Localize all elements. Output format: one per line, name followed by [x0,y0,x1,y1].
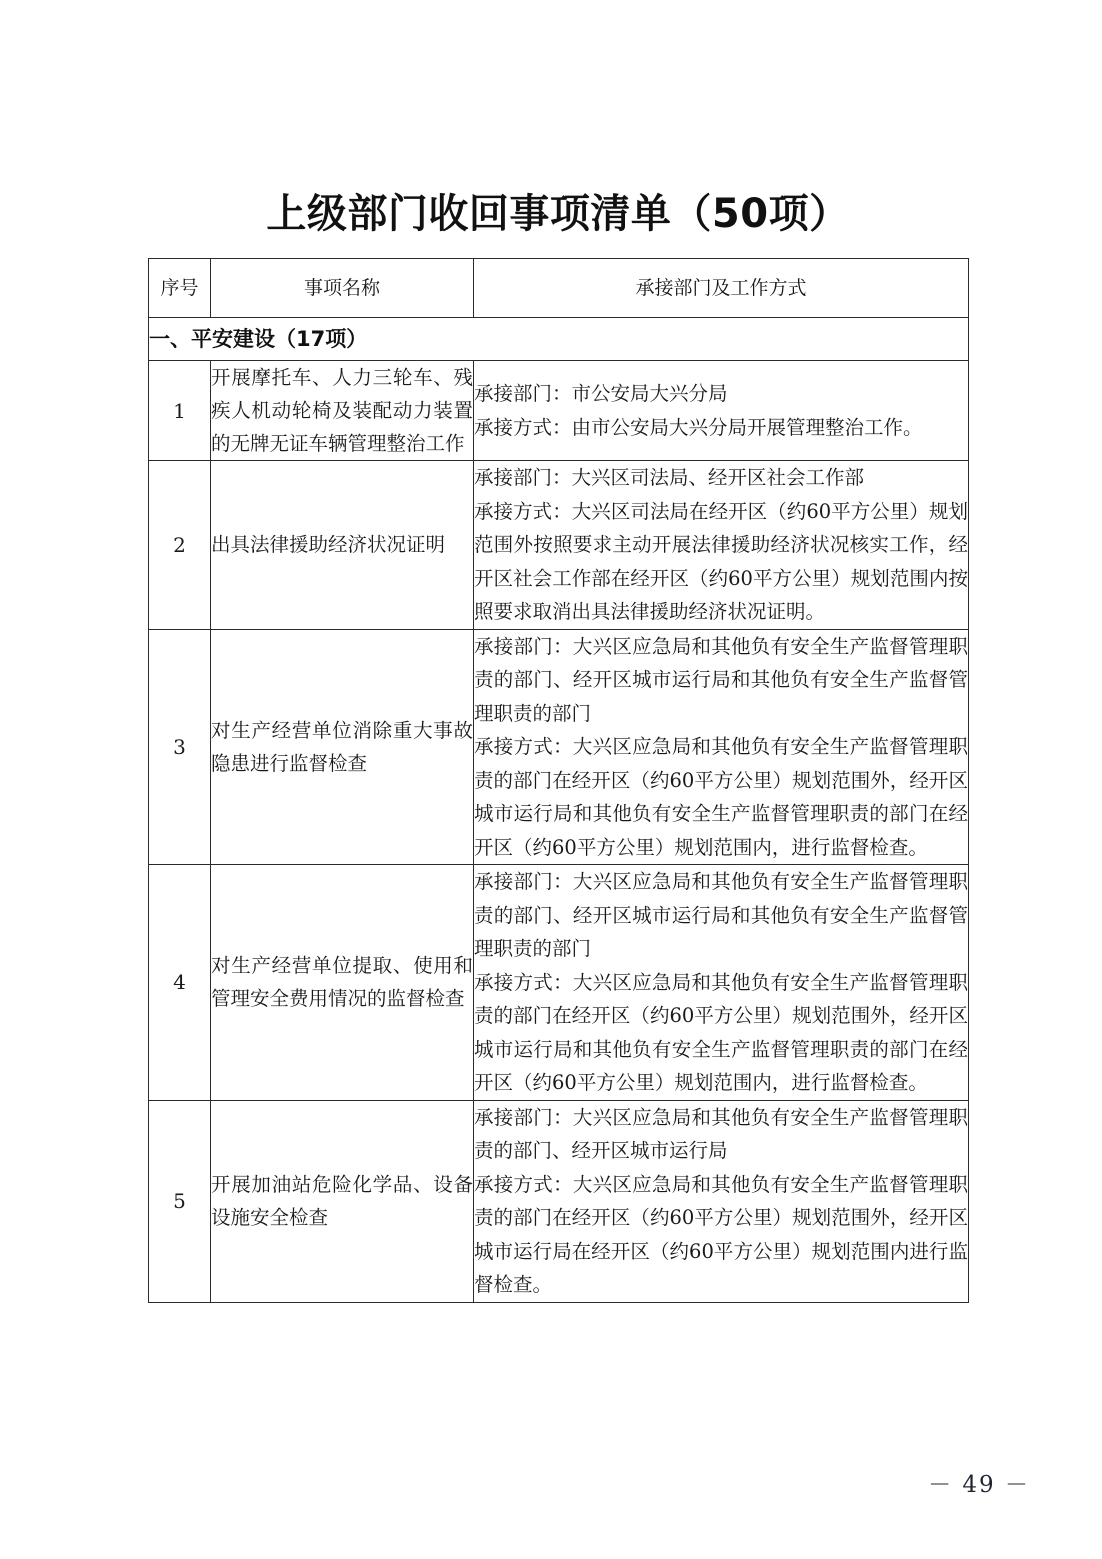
row-number: 3 [149,629,211,865]
row-item-name: 出具法律援助经济状况证明 [211,461,474,630]
row-number: 1 [149,361,211,461]
method-line: 承接方式：大兴区司法局在经开区（约60平方公里）规划范围外按照要求主动开展法律援助经济状况核实工作，经开区社会工作部在经开区（约60平方公里）规划范围内按照要求取消出具法律援助经济状况证明。 [474,499,968,623]
page-number: － 49 － [928,1472,1030,1498]
method-line: 承接方式：由市公安局大兴分局开展管理整治工作。 [474,415,923,439]
dept-line: 承接部门：大兴区司法局、经开区社会工作部 [474,466,865,489]
table-row [149,629,969,865]
row-dept-method [474,361,969,461]
row-dept-method [474,865,969,1101]
dept-line: 承接部门：大兴区应急局和其他负有安全生产监督管理职责的部门、经开区城市运行局和其他负有安全生产监督管理职责的部门 [474,870,968,960]
column-header-dept: 承接部门及工作方式 [474,259,969,318]
row-dept-method [474,461,969,630]
table-row [149,461,969,630]
dept-line: 承接部门：大兴区应急局和其他负有安全生产监督管理职责的部门、经开区城市运行局 [474,1105,968,1162]
row-item-name: 对生产经营单位消除重大事故隐患进行监督检查 [211,629,474,865]
method-line: 承接方式：大兴区应急局和其他负有安全生产监督管理职责的部门在经开区（约60平方公里）规划范围外，经开区城市运行局和其他负有安全生产监督管理职责的部门在经开区（约60平方公里）规划范围内，进行监督检查。 [474,735,968,859]
column-header-no: 序号 [149,259,211,318]
row-item-name: 对生产经营单位提取、使用和管理安全费用情况的监督检查 [211,865,474,1101]
page-title: 上级部门收回事项清单（50项） [266,191,850,237]
table-row [149,361,969,461]
row-item-name: 开展加油站危险化学品、设备设施安全检查 [211,1100,474,1302]
items-table-container [148,258,968,1303]
table-row [149,1100,969,1302]
column-header-name: 事项名称 [211,259,474,318]
row-dept-method [474,629,969,865]
row-number: 2 [149,461,211,630]
method-line: 承接方式：大兴区应急局和其他负有安全生产监督管理职责的部门在经开区（约60平方公里）规划范围外，经开区城市运行局在经开区（约60平方公里）规划范围内进行监督检查。 [474,1172,968,1296]
row-dept-method [474,1100,969,1302]
row-number: 4 [149,865,211,1101]
section-heading-row [149,318,969,361]
section-heading-ping-an-jian-she: 一、平安建设（17项） [149,318,969,361]
method-line: 承接方式：大兴区应急局和其他负有安全生产监督管理职责的部门在经开区（约60平方公里）规划范围外，经开区城市运行局和其他负有安全生产监督管理职责的部门在经开区（约60平方公里）规划范围内，进行监督检查。 [474,970,968,1094]
dept-line: 承接部门：大兴区应急局和其他负有安全生产监督管理职责的部门、经开区城市运行局和其他负有安全生产监督管理职责的部门 [474,634,968,725]
recalled-items-table [148,258,969,1303]
row-item-name: 开展摩托车、人力三轮车、残疾人机动轮椅及装配动力装置的无牌无证车辆管理整治工作 [211,361,474,461]
dept-line: 承接部门：市公安局大兴分局 [474,382,728,405]
table-header-row [149,259,969,318]
table-row [149,865,969,1101]
row-number: 5 [149,1100,211,1302]
